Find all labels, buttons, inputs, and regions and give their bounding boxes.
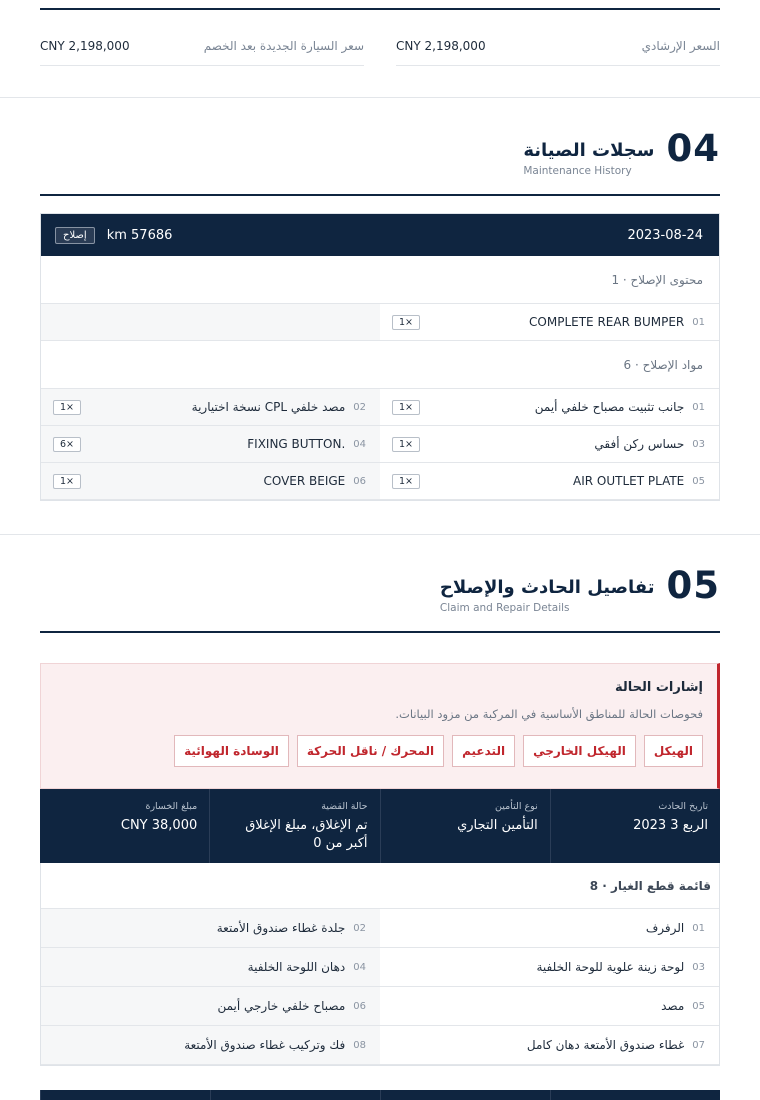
info-label: نوع التأمين bbox=[495, 801, 538, 812]
empty-cell bbox=[41, 304, 380, 341]
item-index: 03 bbox=[692, 438, 705, 450]
section-divider bbox=[0, 534, 760, 535]
next-record-bar bbox=[40, 1090, 720, 1100]
item-index: 04 bbox=[353, 438, 366, 450]
info-label: تاريخ الحادث bbox=[658, 801, 708, 812]
item-quantity: 6× bbox=[53, 437, 81, 452]
claim-info-bar bbox=[40, 789, 720, 863]
record-meta bbox=[55, 227, 172, 244]
bar-segment bbox=[40, 1090, 210, 1100]
list-item bbox=[41, 1026, 380, 1065]
item-index: 08 bbox=[353, 1039, 366, 1051]
item-name: دهان اللوحة الخلفية bbox=[247, 960, 346, 974]
item-label bbox=[527, 1038, 705, 1052]
list-item bbox=[380, 426, 719, 463]
list-item bbox=[41, 389, 380, 426]
item-label bbox=[661, 999, 705, 1013]
item-name: حساس ركن أفقي bbox=[594, 437, 685, 451]
item-label bbox=[248, 960, 366, 974]
item-label bbox=[573, 474, 705, 488]
info-value: تم الإغلاق، مبلغ الإغلاق أكبر من 0 bbox=[245, 818, 368, 851]
item-name: مصباح خلفي خارجي أيمن bbox=[217, 999, 346, 1013]
list-item bbox=[380, 1026, 719, 1065]
info-cell bbox=[209, 789, 379, 863]
item-index: 06 bbox=[353, 1000, 366, 1012]
status-chip[interactable]: المحرك / ناقل الحركة bbox=[297, 735, 444, 767]
alert-title: إشارات الحالة bbox=[614, 680, 703, 695]
item-label bbox=[536, 960, 705, 974]
bar-segment bbox=[210, 1090, 380, 1100]
repair-materials-list bbox=[41, 389, 719, 500]
parts-list bbox=[41, 909, 719, 1065]
item-quantity: 1× bbox=[392, 474, 420, 489]
info-cell bbox=[40, 789, 209, 863]
item-name: غطاء صندوق الأمتعة دهان كامل bbox=[526, 1038, 685, 1052]
info-label: حالة القضية bbox=[321, 801, 368, 812]
list-item bbox=[41, 426, 380, 463]
section-subtitle: Claim and Repair Details bbox=[439, 602, 570, 614]
item-index: 01 bbox=[692, 316, 705, 328]
item-name: لوحة زينة علوية للوحة الخلفية bbox=[536, 960, 685, 974]
status-chips bbox=[57, 735, 703, 767]
item-index: 01 bbox=[692, 922, 705, 934]
status-signals-alert bbox=[40, 663, 720, 789]
maintenance-record-card bbox=[40, 213, 720, 501]
section-titles bbox=[523, 130, 654, 177]
list-item bbox=[41, 909, 380, 948]
repair-materials-heading: مواد الإصلاح · 6 bbox=[41, 341, 719, 389]
item-index: 04 bbox=[353, 961, 366, 973]
price-row bbox=[40, 26, 720, 66]
section-rule bbox=[40, 631, 720, 633]
section-number: 05 bbox=[666, 564, 720, 607]
item-label bbox=[646, 921, 705, 935]
list-item bbox=[380, 463, 719, 500]
item-name: جلدة غطاء صندوق الأمتعة bbox=[216, 921, 346, 935]
status-chip[interactable]: التدعيم bbox=[452, 735, 515, 767]
list-item bbox=[380, 304, 719, 341]
list-item bbox=[41, 987, 380, 1026]
item-label bbox=[217, 999, 366, 1013]
item-label bbox=[184, 1038, 366, 1052]
item-index: 02 bbox=[353, 922, 366, 934]
repair-content-heading: محتوى الإصلاح · 1 bbox=[41, 256, 719, 304]
section-subtitle: Maintenance History bbox=[523, 165, 632, 177]
item-index: 06 bbox=[353, 475, 366, 487]
item-index: 03 bbox=[692, 961, 705, 973]
item-index: 07 bbox=[692, 1039, 705, 1051]
item-name: فك وتركيب غطاء صندوق الأمتعة bbox=[184, 1038, 346, 1052]
section-rule bbox=[40, 194, 720, 196]
item-label bbox=[594, 437, 705, 451]
info-label: مبلغ الخسارة bbox=[145, 801, 198, 812]
item-name: مصد bbox=[661, 999, 685, 1013]
item-quantity: 1× bbox=[53, 400, 81, 415]
item-name: جانب تثبيت مصباح خلفي أيمن bbox=[534, 400, 685, 414]
top-rule bbox=[40, 8, 720, 10]
record-type-tag: إصلاح bbox=[55, 227, 95, 244]
item-name: الرفرف bbox=[645, 921, 685, 935]
status-chip[interactable]: الهيكل bbox=[644, 735, 703, 767]
item-name: AIR OUTLET PLATE bbox=[573, 474, 685, 488]
item-index: 05 bbox=[692, 475, 705, 487]
info-cell bbox=[380, 789, 550, 863]
section-titles bbox=[440, 567, 655, 614]
section-number: 04 bbox=[666, 127, 720, 170]
list-item bbox=[380, 987, 719, 1026]
item-index: 02 bbox=[353, 401, 366, 413]
parts-list-heading: قائمة قطع الغيار · 8 bbox=[41, 863, 719, 909]
status-chip[interactable]: الوسادة الهوائية bbox=[174, 735, 289, 767]
info-value: CNY 38,000 bbox=[120, 818, 198, 833]
item-name: .FIXING BUTTON bbox=[247, 437, 346, 451]
list-item bbox=[41, 463, 380, 500]
suggested-price bbox=[396, 26, 720, 66]
repair-content-list bbox=[41, 304, 719, 341]
info-value: الربع 3 2023 bbox=[633, 818, 708, 833]
item-label bbox=[535, 400, 705, 414]
item-name: مصد خلفي CPL نسخة اختيارية bbox=[191, 400, 346, 414]
alert-description: فحوصات الحالة للمناطق الأساسية في المركبة من مزود البيانات. bbox=[395, 707, 703, 721]
item-index: 01 bbox=[692, 401, 705, 413]
item-quantity: 1× bbox=[392, 315, 420, 330]
section-title: تفاصيل الحادث والإصلاح bbox=[439, 577, 655, 598]
record-header[interactable] bbox=[41, 214, 719, 256]
item-quantity: 1× bbox=[392, 400, 420, 415]
maintenance-section-header bbox=[40, 127, 720, 177]
info-cell bbox=[550, 789, 720, 863]
list-item bbox=[380, 389, 719, 426]
status-chip[interactable]: الهيكل الخارجي bbox=[523, 735, 636, 767]
discount-price bbox=[40, 26, 364, 66]
item-label bbox=[263, 474, 366, 488]
item-label bbox=[529, 315, 705, 329]
record-date: 2023-08-24 bbox=[627, 227, 703, 243]
record-mileage: km 57686 bbox=[106, 227, 173, 243]
item-quantity: 1× bbox=[392, 437, 420, 452]
bar-segment bbox=[550, 1090, 720, 1100]
claims-section-header bbox=[40, 564, 720, 614]
item-index: 05 bbox=[692, 1000, 705, 1012]
item-label bbox=[192, 400, 366, 414]
section-title: سجلات الصيانة bbox=[523, 140, 655, 161]
bar-segment bbox=[380, 1090, 550, 1100]
item-label bbox=[217, 921, 366, 935]
suggested-price-label: السعر الإرشادي bbox=[641, 38, 720, 53]
section-divider bbox=[0, 97, 760, 98]
item-name: COVER BEIGE bbox=[263, 474, 346, 488]
item-label bbox=[247, 437, 366, 451]
list-item bbox=[380, 909, 719, 948]
list-item bbox=[380, 948, 719, 987]
item-quantity: 1× bbox=[53, 474, 81, 489]
suggested-price-value: CNY 2,198,000 bbox=[396, 38, 486, 53]
discount-price-label: سعر السيارة الجديدة بعد الخصم bbox=[203, 38, 364, 53]
parts-list-card bbox=[40, 863, 720, 1066]
discount-price-value: CNY 2,198,000 bbox=[40, 38, 130, 53]
list-item bbox=[41, 948, 380, 987]
info-value: التأمين التجاري bbox=[457, 818, 538, 833]
item-name: COMPLETE REAR BUMPER bbox=[529, 315, 685, 329]
